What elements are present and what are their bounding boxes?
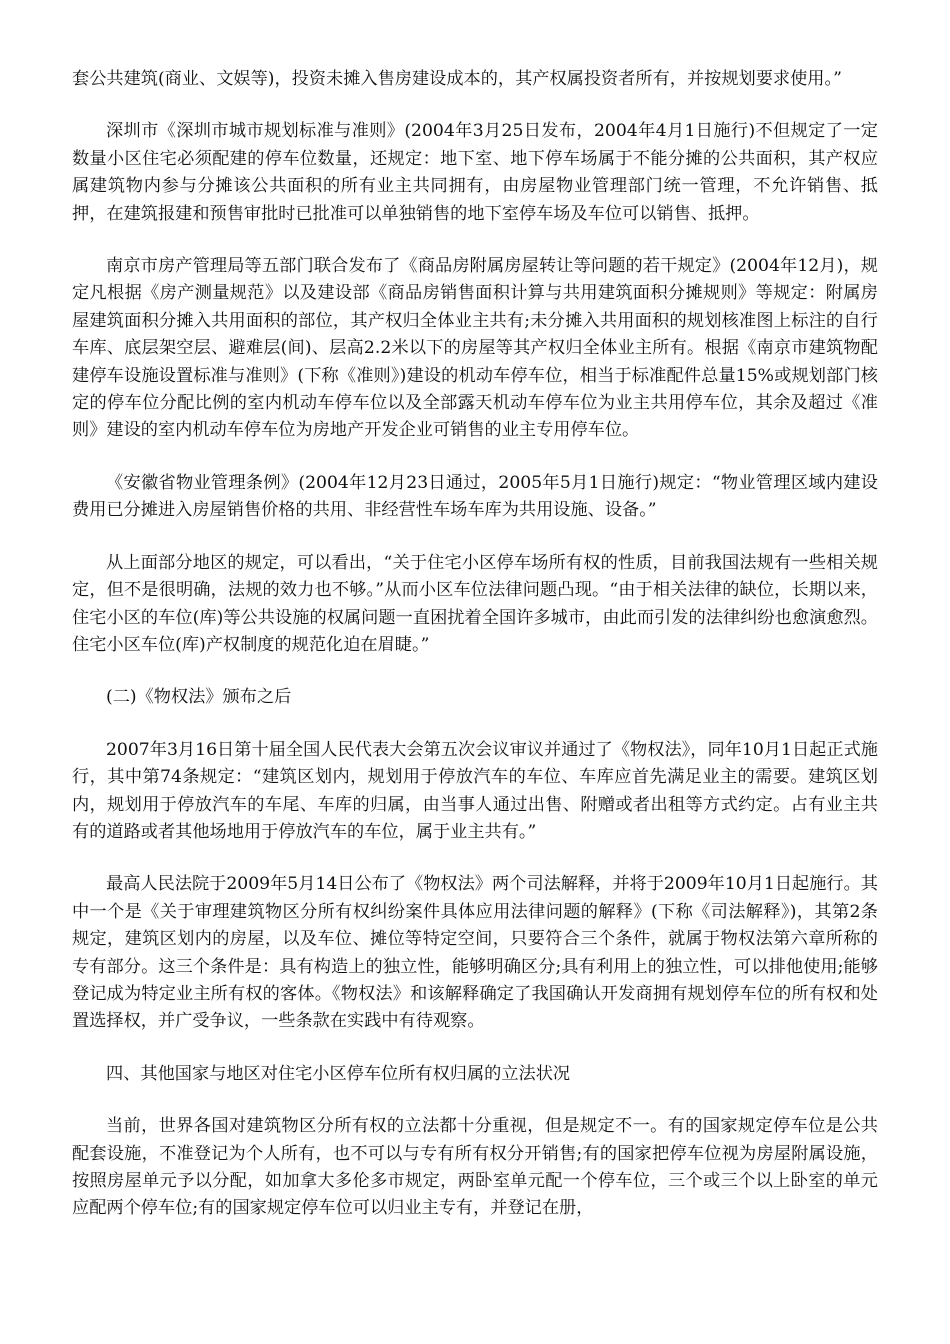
paragraph-property-law: 2007年3月16日第十届全国人民代表大会第五次会议审议并通过了《物权法》，同年10月1日起正式施行，其中第74条规定：“建筑区划内，规划用于停放汽车的车位、车库应首先满足业主的需要。建筑区划内，规划用于停放汽车的车尾、车库的归属，由当事人通过出售、附赠或者出租等方式约定。占有业主共有的道路或者其他场地用于停放汽车的车位，属于业主共有。” <box>72 739 878 842</box>
paragraph-shenzhen: 深圳市《深圳市城市规划标准与准则》(2004年3月25日发布，2004年4月1日施行)不但规定了一定数量小区住宅必须配建的停车位数量，还规定：地下室、地下停车场属于不能分摊的公共面积，其产权应属建筑物内参与分摊该公共面积的所有业主共同拥有，由房屋物业管理部门统一管理，不允许销售、抵押，在建筑报建和预售审批时已批准可以单独销售的地下室停车场及车位可以销售、抵押。 <box>72 121 878 224</box>
paragraph-nanjing: 南京市房产管理局等五部门联合发布了《商品房附属房屋转让等问题的若干规定》(2004年12月)，规定凡根据《房产测量规范》以及建设部《商品房销售面积计算与共用建筑面积分摊规则》等规定：附属房屋建筑面积分摊入共用面积的部位，其产权归全体业主共有;未分摊入共用面积的规划核准图上标注的自行车库、底层架空层、避难层(间)、层高2.2米以下的房屋等其产权归全体业主所有。根据《南京市建筑物配建停车设施设置标准与准则》(下称《准则》)建设的机动车停车位，相当于标准配件总量15%或规划部门核定的停车位分配比例的室内机动车停车位以及全部露天机动车停车位为业主共用停车位，其余及超过《准则》建设的室内机动车停车位为房地产开发企业可销售的业主专用停车位。 <box>72 256 878 441</box>
section-heading-other-countries: 四、其他国家与地区对住宅小区停车位所有权归属的立法状况 <box>106 1063 571 1084</box>
paragraph-continuation: 套公共建筑(商业、文娱等)，投资未摊入售房建设成本的，其产权属投资者所有，并按规划要求使用。” <box>72 69 842 89</box>
paragraph-summary: 从上面部分地区的规定，可以看出，“关于住宅小区停车场所有权的性质，目前我国法规有一些相关规定，但不是很明确，法规的效力也不够。”从而小区车位法律问题凸现。“由于相关法律的缺位，长期以来，住宅小区的车位(库)等公共设施的权属问题一直困扰着全国许多城市，由此而引发的法律纠纷也愈演愈烈。住宅小区车位(库)产权制度的规范化迫在眉睫。” <box>72 552 878 655</box>
paragraph-other-countries: 当前，世界各国对建筑物区分所有权的立法都十分重视，但是规定不一。有的国家规定停车位是公共配套设施，不准登记为个人所有，也不可以与专有所有权分开销售;有的国家把停车位视为房屋附属设施，按照房屋单元予以分配，如加拿大多伦多市规定，两卧室单元配一个停车位，三个或三个以上卧室的单元应配两个停车位;有的国家规定停车位可以归业主专有，并登记在册， <box>72 1116 878 1219</box>
section-heading-after-property-law: (二)《物权法》颁布之后 <box>106 687 292 708</box>
paragraph-anhui: 《安徽省物业管理条例》(2004年12月23日通过，2005年5月1日施行)规定：“物业管理区域内建设费用已分摊进入房屋销售价格的共用、非经营性车场车库为共用设施、设备。” <box>72 472 878 521</box>
paragraph-judicial-interpretation: 最高人民法院于2009年5月14日公布了《物权法》两个司法解释，并将于2009年10月1日起施行。其中一个是《关于审理建筑物区分所有权纠纷案件具体应用法律问题的解释》(下称《司法解释》)，其第2条规定，建筑区划内的房屋，以及车位、摊位等特定空间，只要符合三个条件，就属于物权法第六章所称的专有部分。这三个条件是：具有构造上的独立性，能够明确区分;具有利用上的独立性，可以排他使用;能够登记成为特定业主所有权的客体。《物权法》和该解释确定了我国确认开发商拥有规划停车位的所有权和处置选择权，并广受争议，一些条款在实践中有待观察。 <box>72 874 878 1032</box>
